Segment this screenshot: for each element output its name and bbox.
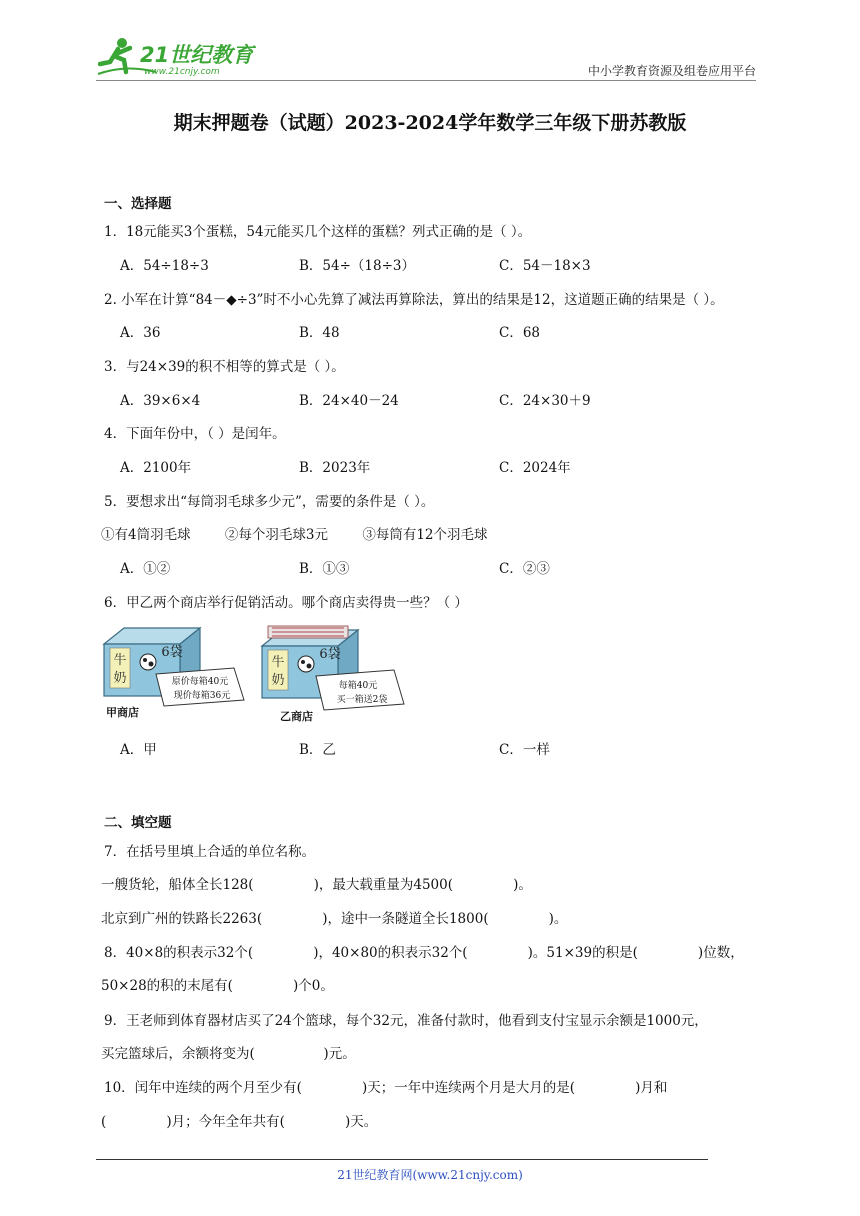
shop-b-box-label-1: 牛: [271, 655, 285, 670]
q2-option-c[interactable]: C．68: [499, 325, 541, 341]
cow-icon: [298, 656, 314, 672]
q5-option-b[interactable]: B．①③: [299, 561, 350, 577]
q1-option-a[interactable]: A．54÷18÷3: [120, 258, 209, 274]
q4-option-a[interactable]: A．2100年: [120, 460, 192, 476]
q3-option-c[interactable]: C．24×30＋9: [499, 393, 591, 409]
shop-a-box-count: 6袋: [161, 645, 183, 660]
footer-divider: [96, 1159, 708, 1160]
shop-a-name: 甲商店: [106, 706, 139, 719]
footer-link[interactable]: 21世纪教育网(www.21cnjy.com): [337, 1168, 523, 1182]
question-3: 3．与24×39的积不相等的算式是（ ）。: [104, 359, 345, 375]
q2-option-a[interactable]: A．36: [120, 325, 161, 341]
q1-option-b[interactable]: B．54÷（18÷3）: [299, 258, 415, 274]
section-heading-choice: 一、选择题: [104, 196, 172, 212]
question-1: 1．18元能买3个蛋糕，54元能买几个这样的蛋糕？列式正确的是（ ）。: [104, 224, 532, 240]
q4-option-c[interactable]: C．2024年: [499, 460, 571, 476]
q4-option-b[interactable]: B．2023年: [299, 460, 371, 476]
logo-url: www.21cnjy.com: [144, 67, 220, 77]
shop-b-name: 乙商店: [280, 710, 313, 723]
question-2: 2. 小军在计算“84－◆÷3”时不小心先算了减法再算除法，算出的结果是12，这道题正确的结果是（ ）。: [104, 292, 724, 308]
shop-b-tag-line-1: 每箱40元: [338, 681, 378, 691]
shop-b-box-label-2: 奶: [271, 673, 285, 688]
question-9-line-1: 9．王老师到体育器材店买了24个篮球，每个32元，准备付款时，他看到支付宝显示余额是1000元，: [104, 1013, 708, 1029]
header-platform-text: 中小学教育资源及组卷应用平台: [587, 64, 756, 78]
site-logo: [96, 34, 266, 80]
logo-text: 21世纪教育: [140, 43, 254, 67]
question-8-line-1: 8．40×8的积表示32个( )，40×80的积表示32个( )。51×39的积是( )位数，: [104, 945, 744, 961]
section-heading-fill: 二、填空题: [104, 815, 172, 831]
shop-b-tag-line-2: 买一箱送2袋: [336, 695, 388, 705]
q6-option-c[interactable]: C．一样: [499, 742, 550, 758]
question-8-line-2: 50×28的积的末尾有( )个0。: [101, 978, 334, 994]
q7-line-1: 一艘货轮，船体全长128( )，最大载重量为4500( )。: [101, 877, 532, 893]
q3-option-b[interactable]: B．24×40－24: [299, 393, 399, 409]
milk-bags-icon: [268, 626, 348, 638]
shop-b-illustration: [258, 622, 408, 724]
question-6: 6．甲乙两个商店举行促销活动。哪个商店卖得贵一些？（ ）: [104, 595, 468, 611]
q7-line-2: 北京到广州的铁路长2263( )，途中一条隧道全长1800( )。: [101, 911, 568, 927]
question-4: 4．下面年份中，（ ）是闰年。: [104, 426, 286, 442]
page-title: 期末押题卷（试题）2023-2024学年数学三年级下册苏教版: [173, 112, 687, 134]
q2-option-b[interactable]: B．48: [299, 325, 340, 341]
q5-option-a[interactable]: A．①②: [120, 561, 171, 577]
q6-option-b[interactable]: B．乙: [299, 742, 336, 758]
shop-a-tag-line-1: 原价每箱40元: [171, 677, 229, 687]
shop-a-box-label-1: 牛: [113, 653, 127, 668]
question-5: 5．要想求出“每筒羽毛球多少元”，需要的条件是（ ）。: [104, 494, 435, 510]
header-divider: [96, 80, 756, 81]
cow-icon: [140, 654, 156, 670]
q6-option-a[interactable]: A．甲: [120, 742, 157, 758]
question-10-line-2: ( )月；今年全年共有( )天。: [101, 1114, 378, 1130]
shop-a-box-label-2: 奶: [113, 671, 127, 686]
question-9-line-2: 买完篮球后，余额将变为( )元。: [101, 1046, 356, 1062]
q5-option-c[interactable]: C．②③: [499, 561, 550, 577]
q1-option-c[interactable]: C．54－18×3: [499, 258, 591, 274]
question-10-line-1: 10．闰年中连续的两个月至少有( )天；一年中连续两个月是大月的是( )月和: [104, 1080, 668, 1096]
question-7: 7．在括号里填上合适的单位名称。: [104, 844, 316, 860]
shop-a-tag-line-2: 现价每箱36元: [173, 691, 231, 701]
shop-a-illustration: [100, 622, 248, 720]
q5-conditions: ①有4筒羽毛球 ②每个羽毛球3元 ③每筒有12个羽毛球: [101, 527, 488, 543]
shop-b-box-count: 6袋: [319, 647, 341, 662]
q3-option-a[interactable]: A．39×6×4: [120, 393, 201, 409]
